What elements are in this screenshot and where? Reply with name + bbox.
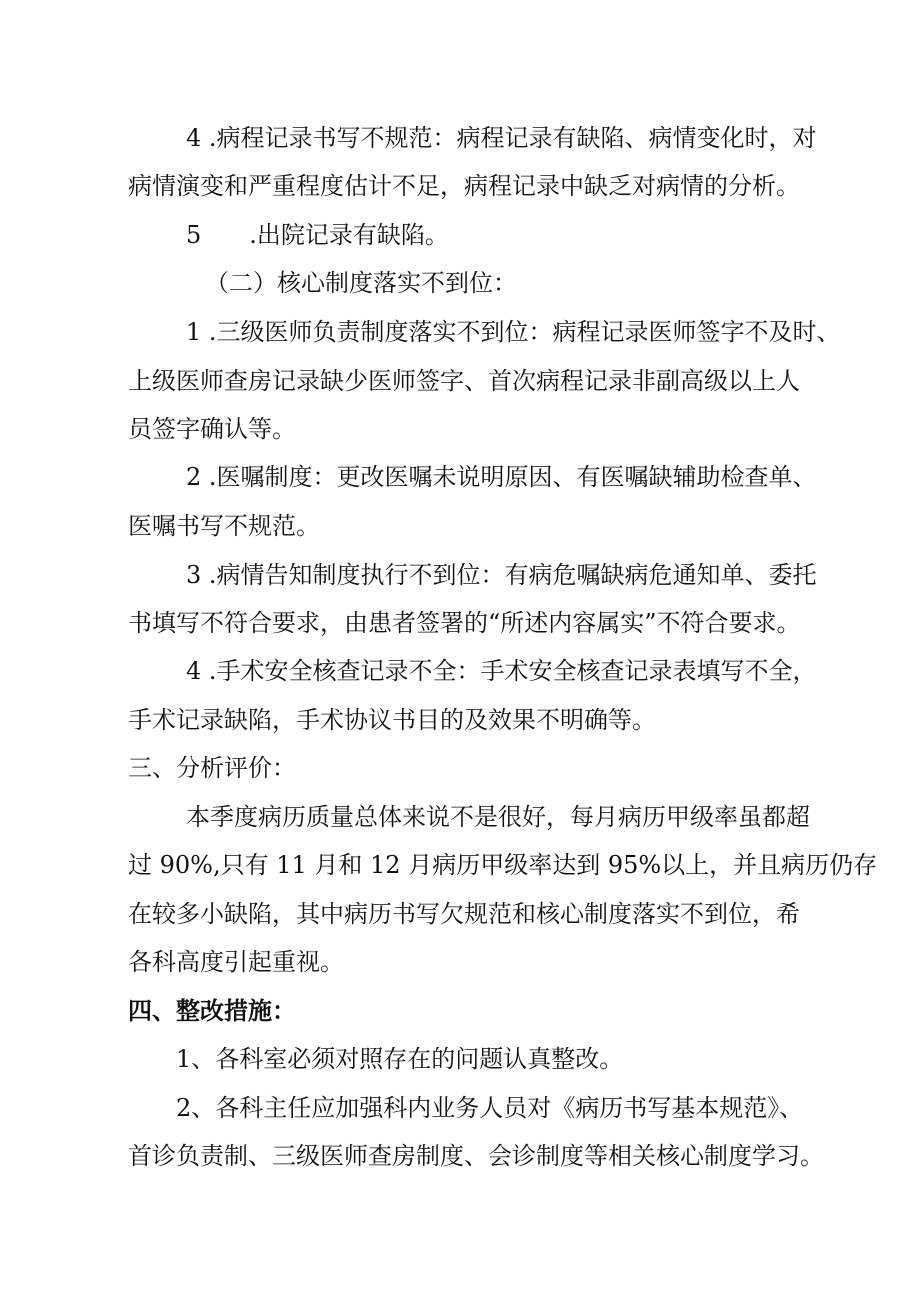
paragraph-line: 5 .出院记录有缺陷。	[186, 221, 449, 249]
paragraph-line: 书填写不符合要求，由患者签署的“所述内容属实”不符合要求。	[128, 609, 801, 637]
paragraph-line: 4 .手术安全核查记录不全：手术安全核查记录表填写不全，	[186, 657, 817, 685]
section-heading: 四、整改措施：	[128, 996, 296, 1025]
paragraph-line: 医嘱书写不规范。	[128, 512, 320, 540]
paragraph-line: 手术记录缺陷，手术协议书目的及效果不明确等。	[128, 706, 656, 734]
paragraph-line: 1、各科室必须对照存在的问题认真整改。	[176, 1045, 624, 1073]
paragraph-line: 2、各科主任应加强科内业务人员对《病历书写基本规范》、	[176, 1094, 804, 1122]
paragraph-line: 员签字确认等。	[128, 415, 296, 443]
section-heading: （二）核心制度落实不到位：	[205, 269, 517, 297]
paragraph-line: 3 .病情告知制度执行不到位：有病危嘱缺病危通知单、委托	[186, 561, 817, 589]
paragraph-line: 4 .病程记录书写不规范：病程记录有缺陷、病情变化时，对	[186, 124, 817, 152]
paragraph-line: 上级医师查房记录缺少医师签字、首次病程记录非副高级以上人	[128, 367, 800, 395]
paragraph-line: 各科高度引起重视。	[128, 948, 344, 976]
paragraph-line: 本季度病历质量总体来说不是很好，每月病历甲级率虽都超	[186, 803, 810, 831]
paragraph-line: 2 .医嘱制度：更改医嘱未说明原因、有医嘱缺辅助检查单、	[186, 463, 817, 491]
paragraph-line: 首诊负责制、三级医师查房制度、会诊制度等相关核心制度学习。	[128, 1142, 824, 1170]
paragraph-line: 在较多小缺陷，其中病历书写欠规范和核心制度落实不到位，希	[128, 900, 800, 928]
paragraph-line: 病情演变和严重程度估计不足，病程记录中缺乏对病情的分析。	[128, 172, 800, 200]
section-heading: 三、分析评价：	[128, 754, 296, 782]
paragraph-line: 过 90%,只有 11 月和 12 月病历甲级率达到 95%以上，并且病历仍存	[128, 851, 878, 879]
paragraph-line: 1 .三级医师负责制度落实不到位：病程记录医师签字不及时、	[186, 318, 841, 346]
